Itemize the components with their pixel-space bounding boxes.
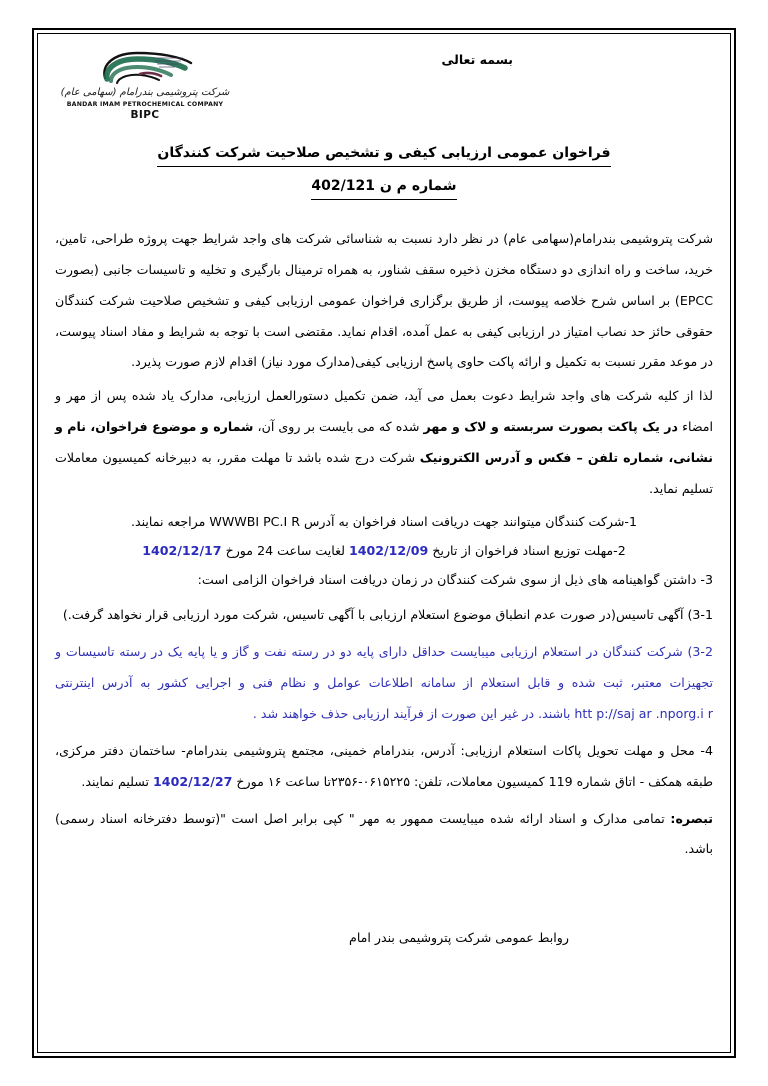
submission-deadline-date: 1402/12/27 xyxy=(153,773,233,789)
invitation-text-part-3: شرکت درج شده باشد تا مهلت مقرر، به دبیرخانه کمیسیون معاملات تسلیم نماید. xyxy=(55,449,713,496)
signature-text: روابط عمومی شرکت پتروشیمی بندر امام xyxy=(349,930,569,946)
list-item-3-2-text-a: 3-2) شرکت کنندگان در استعلام ارزیابی میبایست حداقل دارای پایه دو در رسته نفت و گاز و یا پایه یک در رسته تاسیسات و تجهیزات معتبر، ثبت شده و قابل استعلام از سامانه اطلاعات عوامل و نظام فنی و اجرایی کشور به آدرس اینترنتی xyxy=(55,644,713,691)
document-header xyxy=(55,46,713,124)
list-item-4-text-b: تسلیم نمایند. xyxy=(81,773,154,789)
list-item-2-text-b: لغایت ساعت 24 مورخ xyxy=(221,542,349,558)
sealed-envelope-emphasis: در یک پاکت بصورت سربسته و لاک و مهر xyxy=(423,419,678,435)
list-item-3-2 xyxy=(55,637,713,730)
list-item-1 xyxy=(55,508,713,537)
distribution-end-date: 1402/12/17 xyxy=(142,542,222,558)
epcc-term: EPCC xyxy=(679,292,713,308)
envelope-requirements-emphasis: شماره و موضوع فراخوان، نام و نشانی، شماره تلفن – فکس و آدرس الکترونیک xyxy=(55,419,713,465)
bipc-logo-icon xyxy=(85,48,205,90)
document-content xyxy=(55,46,713,1040)
signature-block xyxy=(55,923,713,954)
list-item-1-text-a: 1-شرکت کنندگان میتوانند جهت دریافت اسناد فراخوان به آدرس xyxy=(299,513,637,529)
intro-text-part-1: شرکت پتروشیمی بندرامام(سهامی عام) در نظر دارد نسبت به شناسائی شرکت های واجد شرایط جهت پروژه طراحی، تامین، خرید، ساخت و راه اندازی دو دستگاه مخزن ذخیره سقف شناور، به همراه ترمینال بارگیری و تخلیه و تاسیسات جانبی (بصورت xyxy=(55,231,713,277)
distribution-start-date: 1402/12/09 xyxy=(349,542,429,558)
invitation-paragraph xyxy=(55,381,713,504)
logo-abbreviation: BIPC xyxy=(130,109,160,121)
page-title: فراخوان عمومی ارزیابی کیفی و تشخیص صلاحیت شرکت کنندگان xyxy=(157,143,610,167)
logo-company-name-en: BANDAR IMAM PETROCHEMICAL COMPANY xyxy=(66,101,224,108)
invitation-text-part-2: شده که می بایست بر روی آن، xyxy=(253,419,424,435)
logo-company-name-fa: شرکت پتروشیمی بندرامام (سهامی عام) xyxy=(60,87,230,98)
note-text: تمامی مدارک و اسناد ارائه شده میبایست ممهور به مهر " کپی برابر اصل است "(توسط دفترخانه اسناد رسمی) باشد. xyxy=(55,810,713,857)
document-body xyxy=(55,224,713,954)
list-item-2-text-a: 2-مهلت توزیع اسناد فراخوان از تاریخ xyxy=(428,542,626,558)
list-item-4-text-a: 4- محل و مهلت تحویل پاکات استعلام ارزیابی: آدرس، بندرامام خمینی، مجتمع پتروشیمی بندرامام- ساختمان دفتر مرکزی، طبقه همکف - اتاق شماره 119 کمیسیون معاملات، تلفن: ۰۶۱۵۲۲۵-۲۳۵۶تا ساعت ۱۶ مورخ xyxy=(55,742,713,789)
list-item-3-1: 3-1) آگهی تاسیس(در صورت عدم انطباق موضوع استعلام ارزیابی با آگهی تاسیس، شرکت مورد ارزیابی قرار نخواهد گرفت.) xyxy=(62,607,713,623)
list-item-2 xyxy=(55,537,713,566)
intro-text-part-2: ) بر اساس شرح خلاصه پیوست، از طریق برگزاری فراخوان عمومی ارزیابی کیفی و تشخیص صلاحیت شرکت کنندگان حقوقی حائز حد نصاب امتیاز در ارزیابی کیفی به عمل آمده، اقدام نماید. مقتضی است با توجه به شرایط و مفاد اسناد پیوست، در موعد مقرر نسبت به تکمیل و ارائه پاکت حاوی پاسخ ارزیابی کیفی(مدارک مورد نیاز) اقدام لازم صورت پذیرد. xyxy=(55,292,713,370)
invitation-text-part-1: لذا از کلیه شرکت های واجد شرایط دعوت بعمل می آید، ضمن تکمیل دستورالعمل ارزیابی، مدارک یاد شده پس از مهر و امضاء xyxy=(55,388,713,435)
list-item-4 xyxy=(55,736,713,798)
title-area xyxy=(55,142,713,200)
list-item-3: 3- داشتن گواهینامه های ذیل از سوی شرکت کنندگان در زمان دریافت اسناد فراخوان الزامی است: xyxy=(197,571,713,587)
company-logo xyxy=(55,48,235,121)
document-number: شماره م ن 402/121 xyxy=(311,176,456,200)
note-paragraph xyxy=(55,804,713,866)
list-item-1-text-b: مراجعه نمایند. xyxy=(131,513,210,529)
list-item-3-2-text-b: باشند. در غیر این صورت از فرآیند ارزیابی حذف خواهند شد . xyxy=(252,705,575,721)
note-label: تبصره: xyxy=(670,810,713,826)
intro-paragraph xyxy=(55,224,713,378)
sajar-website-url[interactable]: htt p://saj ar .nporg.i r xyxy=(574,705,713,721)
bismillah-text: بسمه تعالی xyxy=(441,52,513,67)
bipc-website-url[interactable]: WWWBI PC.I R xyxy=(209,513,300,529)
